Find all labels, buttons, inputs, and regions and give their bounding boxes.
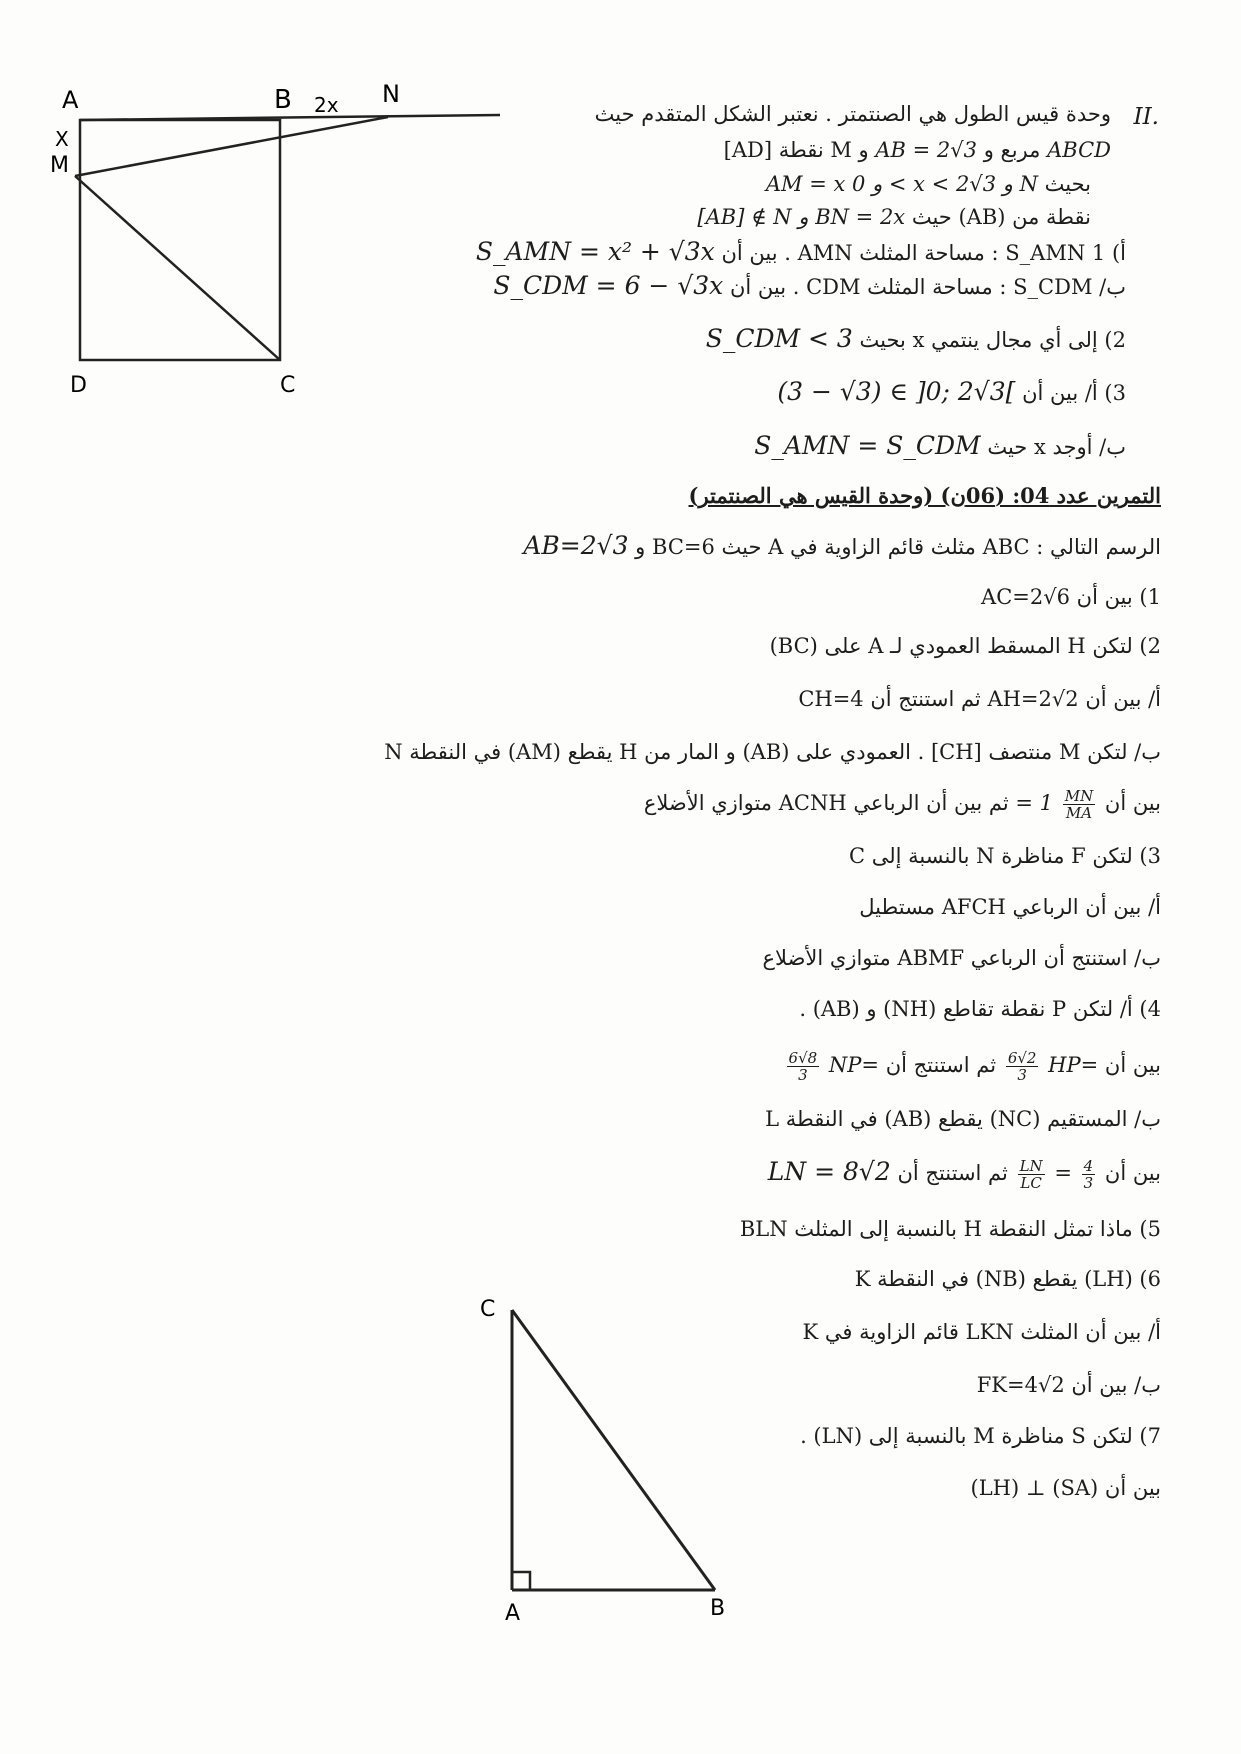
fraction-LN-LC: $\frac{LN}{LC}$	[1019, 1157, 1043, 1192]
part2-line1: ABCD مربع و AB = 2√3 و M نقطة [AD]	[723, 138, 1111, 162]
part2-line3: نقطة من (AB) حيث [AB] ∉ N و BN = 2x	[697, 205, 1091, 229]
part2-q1a: أ) 1 S_AMN : مساحة المثلث AMN . بين أن S_AMN = x² + √3x	[475, 237, 1126, 266]
ex4-q5: 5) ماذا تمثل النقطة H بالنسبة إلى المثلث BLN	[739, 1217, 1161, 1241]
part2-q3a: 3) أ/ بين أن (3 − √3) ∈ ]0; 2√3[	[777, 377, 1126, 406]
part-number: II.	[1133, 104, 1159, 130]
exercise4-title: التمرين عدد 04: (06ن) (وحدة القيس هي الصنتمتر)	[688, 483, 1161, 508]
ex4-q3a: أ/ بين أن الرباعي AFCH مستطيل	[859, 895, 1161, 919]
ex4-q3: 3) لتكن F مناظرة N بالنسبة إلى C	[849, 844, 1161, 868]
right-angle-mark	[512, 1572, 530, 1590]
label-X: X	[55, 127, 69, 151]
ex4-q7b: بين أن (SA) ⊥ (LH)	[970, 1476, 1161, 1500]
fraction-NP: $\frac{8√6}{3}$	[788, 1049, 818, 1084]
label-B2: B	[710, 1596, 726, 1621]
ex4-q4: 4) أ/ لتكن P نقطة تقاطع (NH) و (AB) .	[799, 997, 1161, 1021]
ex4-q6: 6) (LH) يقطع (NB) في النقطة K	[854, 1267, 1161, 1291]
ex4-q6a: أ/ بين أن المثلث LKN قائم الزاوية في K	[802, 1320, 1161, 1344]
ex4-q3b: ب/ استنتج أن الرباعي ABMF متوازي الأضلاع	[762, 946, 1161, 970]
part2-line2: بحيث AM = x و 0 < x < 2√3 و N	[765, 172, 1091, 196]
label-2x: 2x	[314, 93, 339, 117]
ex4-q1: 1) بين أن AC=2√6	[981, 585, 1161, 609]
part2-q3b: ب/ أوجد x حيث S_AMN = S_CDM	[754, 431, 1126, 460]
part2-intro: وحدة قيس الطول هي الصنتمتر . نعتبر الشكل المتقدم حيث	[594, 102, 1111, 126]
side-BC	[512, 1310, 715, 1590]
segment-MC	[75, 176, 280, 360]
part2-q1b: ب/ S_CDM : مساحة المثلث CDM . بين أن S_CDM = 6 − √3x	[493, 271, 1126, 300]
fraction-HP: $\frac{2√6}{3}$	[1007, 1049, 1037, 1084]
ex4-q2a: أ/ بين أن AH=2√2 ثم استنتج أن CH=4	[798, 687, 1161, 711]
ex4-q2b: ب/ لتكن M منتصف [CH] . العمودي على (AB) و المار من H يقطع (AM) في النقطة N	[384, 740, 1161, 764]
label-C2: C	[480, 1297, 496, 1322]
ex4-q4b: ب/ المستقيم (NC) يقطع (AB) في النقطة L	[765, 1107, 1161, 1131]
label-D: D	[70, 373, 87, 398]
figure-triangle	[470, 1290, 750, 1626]
label-A: A	[62, 86, 79, 114]
ex4-q2b2: بين أن $\frac{MN}{MA}$ = 1 ثم بين أن الرباعي ACNH متوازي الأضلاع	[643, 787, 1161, 822]
fraction-MN-MA: $\frac{MN}{MA}$	[1064, 787, 1094, 822]
ex4-intro: الرسم التالي : ABC مثلث قائم الزاوية في A حيث BC=6 و AB=2√3	[523, 531, 1161, 560]
label-B: B	[274, 85, 292, 115]
label-M: M	[50, 153, 69, 178]
fraction-4-3: $\frac{4}{3}$	[1083, 1157, 1094, 1192]
segment-MN	[75, 117, 388, 176]
part2-q2: 2) إلى أي مجال ينتمي x بحيث S_CDM < 3	[705, 324, 1126, 353]
label-N: N	[382, 80, 400, 108]
ex4-q4a: بين أن HP= $\frac{2√6}{3}$ ثم استنتج أن NP= $\frac{8√6}{3}$	[788, 1049, 1161, 1084]
label-A2: A	[505, 1601, 521, 1626]
ex4-q2: 2) لتكن H المسقط العمودي لـ A على (BC)	[769, 634, 1161, 658]
figure-square	[50, 80, 520, 400]
label-C: C	[280, 373, 296, 398]
ex4-q6b: ب/ بين أن FK=4√2	[976, 1373, 1161, 1397]
ex4-q4b2: بين أن $\frac{4}{3}$ = $\frac{LN}{LC}$ ثم استنتج أن LN = 8√2	[767, 1157, 1161, 1192]
ex4-q7: 7) لتكن S مناظرة M بالنسبة إلى (LN) .	[800, 1424, 1161, 1448]
